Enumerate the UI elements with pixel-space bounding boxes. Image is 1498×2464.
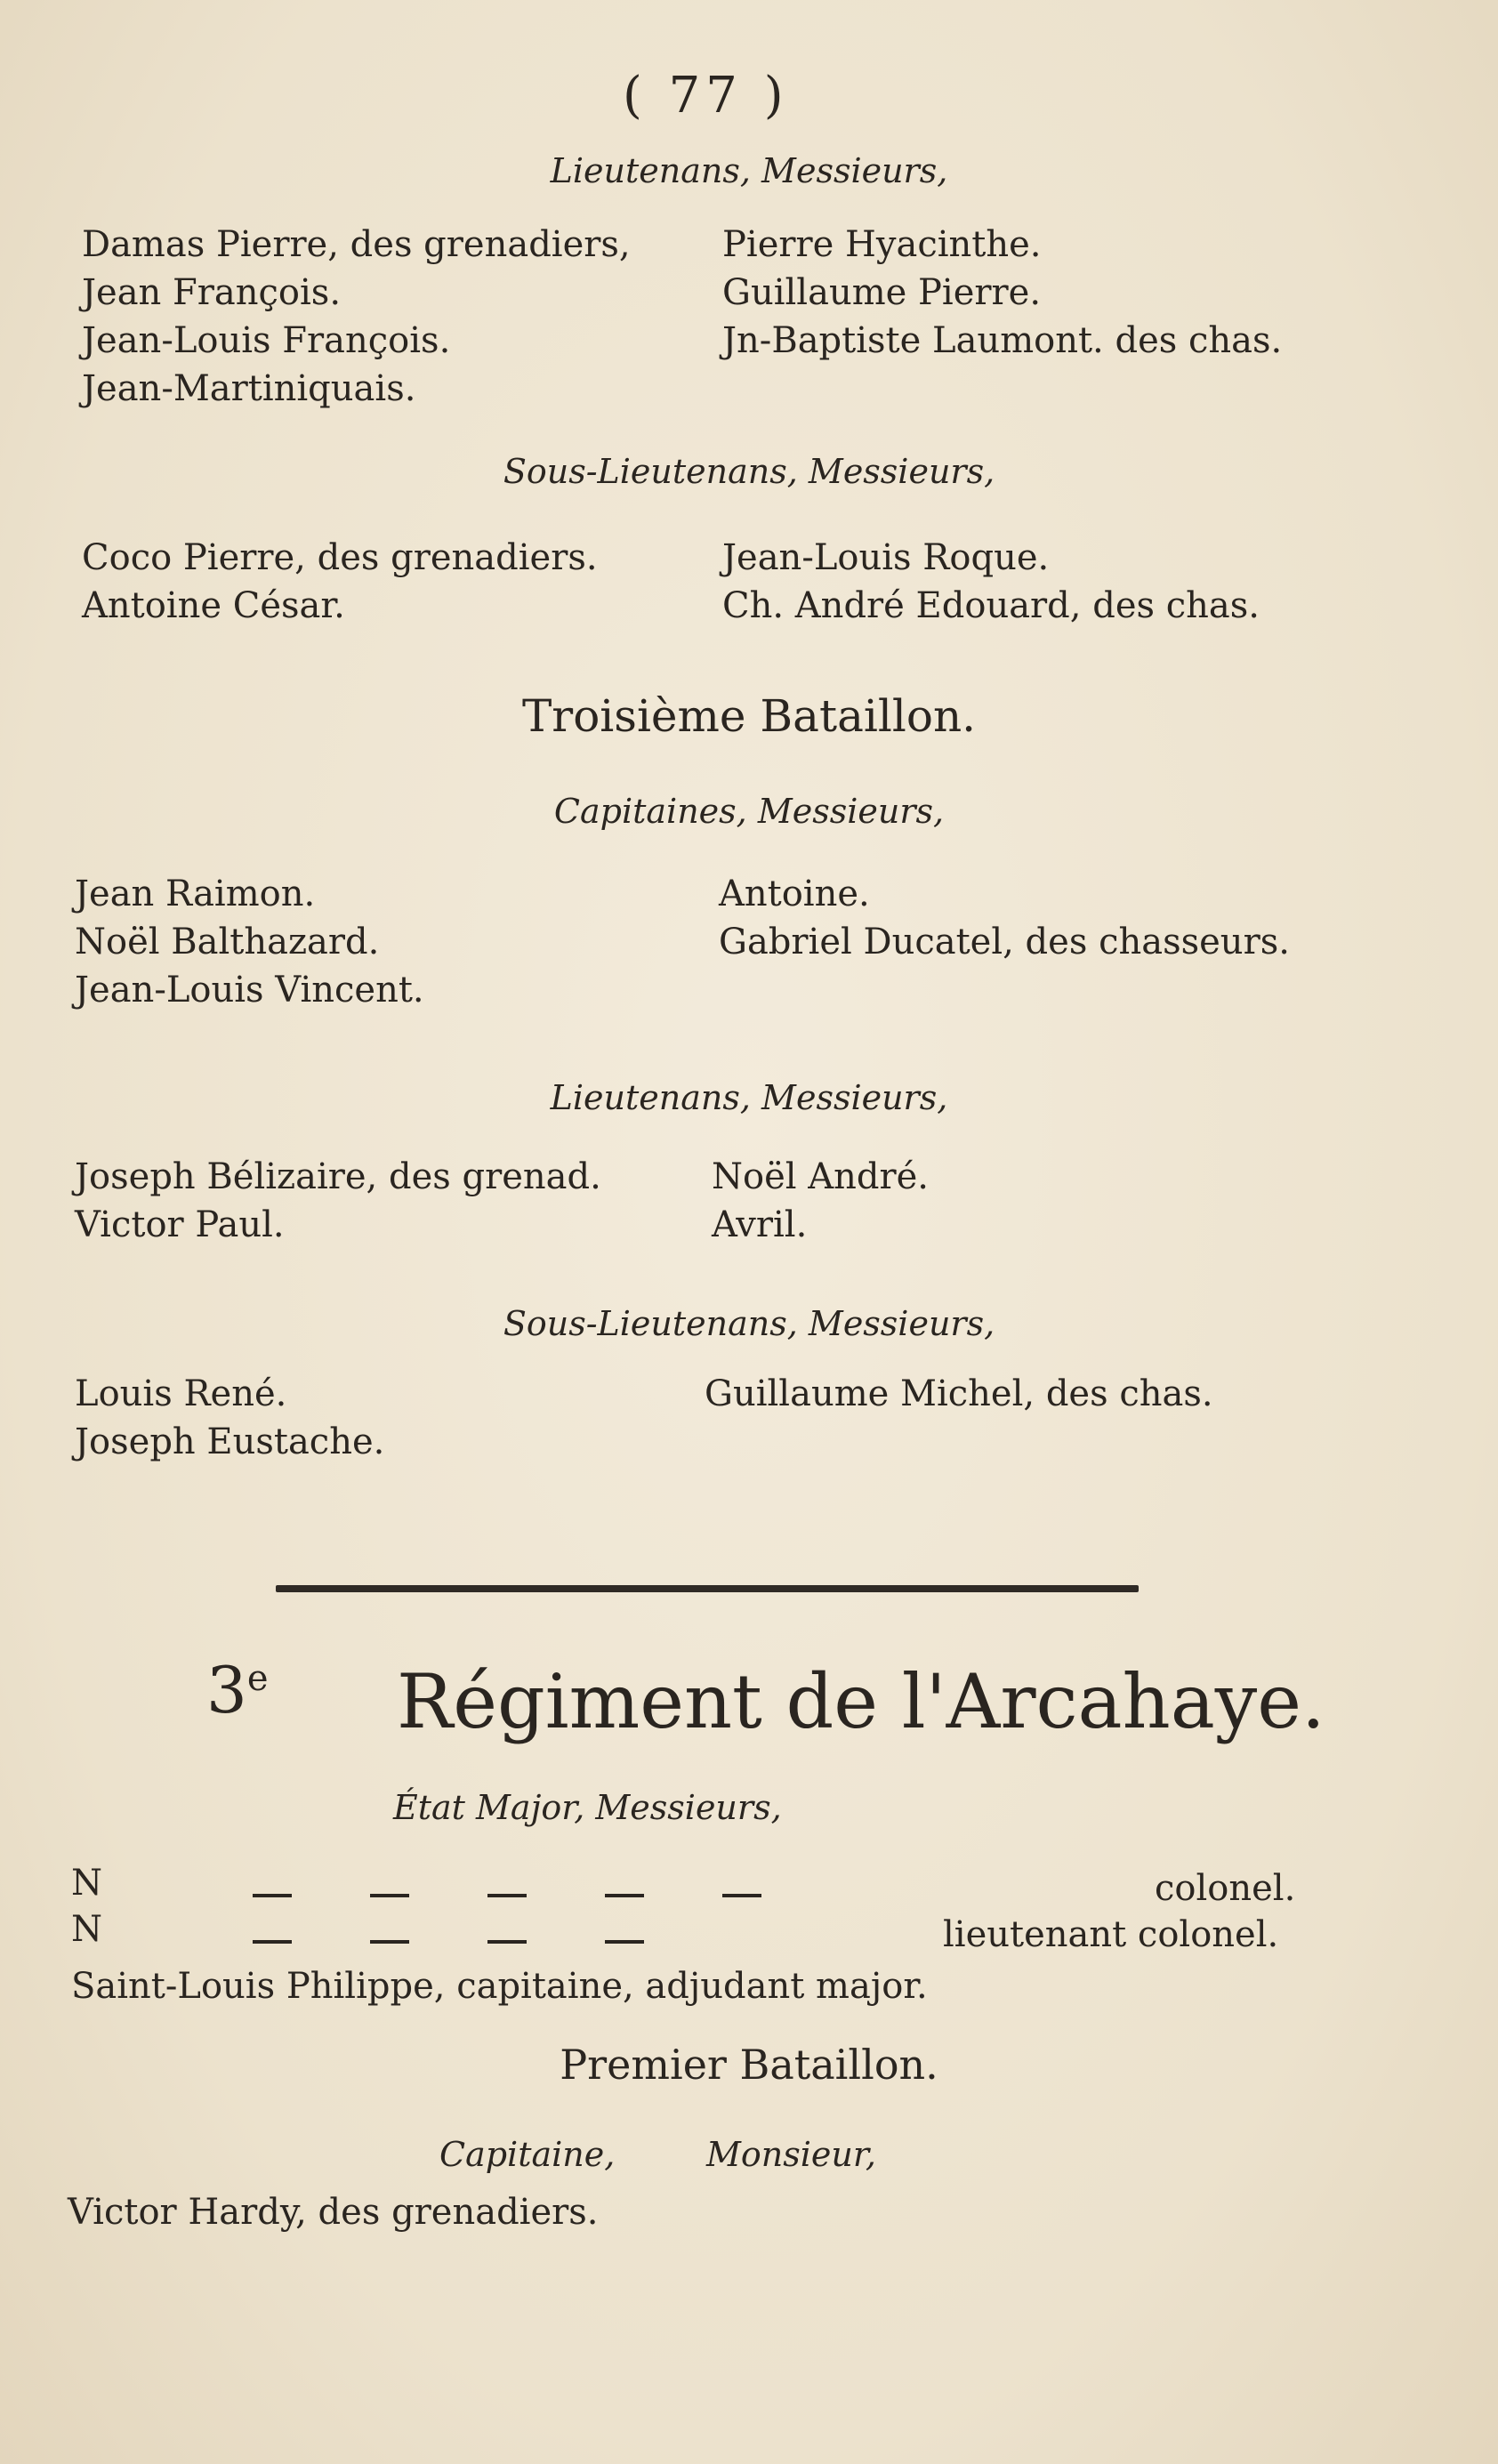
sous-lieutenants-header: Sous-Lieutenans, Messieurs, bbox=[503, 1304, 995, 1343]
dash-leader bbox=[213, 1932, 683, 1949]
lieutenants-header: Lieutenans, Messieurs, bbox=[550, 1078, 948, 1117]
list-item: Ch. André Edouard, des chas. bbox=[722, 585, 1260, 626]
dash bbox=[722, 1894, 761, 1897]
list-item: Gabriel Ducatel, des chasseurs. bbox=[719, 922, 1290, 962]
section-title: Troisième Bataillon. bbox=[521, 690, 977, 742]
list-item: Victor Paul. bbox=[75, 1204, 285, 1245]
list-item: Antoine César. bbox=[82, 585, 345, 626]
dash bbox=[487, 1940, 527, 1944]
dash bbox=[253, 1894, 292, 1897]
regiment-number-sup: e bbox=[246, 1658, 269, 1699]
regiment-title: Régiment de l'Arcahaye. bbox=[397, 1658, 1325, 1745]
list-item: Victor Hardy, des grenadiers. bbox=[68, 2192, 599, 2233]
list-item: Noël André. bbox=[712, 1156, 930, 1197]
section-divider bbox=[276, 1585, 1139, 1592]
list-item: Jean François. bbox=[82, 272, 342, 313]
list-item: Louis René. bbox=[75, 1373, 287, 1414]
list-item: Saint-Louis Philippe, capitaine, adjudant major. bbox=[71, 1966, 928, 2007]
list-item: Noël Balthazard. bbox=[75, 922, 380, 962]
list-item: Guillaume Pierre. bbox=[722, 272, 1042, 313]
dash-leader bbox=[213, 1886, 801, 1903]
dash bbox=[605, 1894, 644, 1897]
list-item: Joseph Eustache. bbox=[75, 1421, 385, 1462]
dash bbox=[605, 1940, 644, 1944]
row-name: N bbox=[71, 1909, 102, 1950]
list-item: Guillaume Michel, des chas. bbox=[705, 1373, 1213, 1414]
list-item: Jean Raimon. bbox=[75, 874, 316, 914]
dash bbox=[487, 1894, 527, 1897]
dash bbox=[370, 1894, 409, 1897]
list-item: Coco Pierre, des grenadiers. bbox=[82, 537, 598, 578]
dash bbox=[253, 1940, 292, 1944]
sous-lieutenants-header: Sous-Lieutenans, Messieurs, bbox=[503, 452, 995, 491]
page-number: ( 77 ) bbox=[623, 67, 789, 125]
list-item: Joseph Bélizaire, des grenad. bbox=[75, 1156, 601, 1197]
row-name: N bbox=[71, 1863, 102, 1904]
list-item: Jean-Louis Vincent. bbox=[75, 970, 424, 1011]
list-item: Damas Pierre, des grenadiers, bbox=[82, 224, 631, 265]
regiment-number bbox=[206, 1653, 268, 1727]
list-item: Avril. bbox=[712, 1204, 808, 1245]
regiment-number-text: 3 bbox=[206, 1653, 247, 1727]
capitaines-header: Capitaines, Messieurs, bbox=[553, 792, 945, 831]
list-item: Jn-Baptiste Laumont. des chas. bbox=[722, 320, 1283, 361]
section-title: Premier Bataillon. bbox=[560, 2041, 938, 2089]
list-item: Pierre Hyacinthe. bbox=[722, 224, 1042, 265]
lieutenants-header: Lieutenans, Messieurs, bbox=[550, 151, 948, 190]
dash bbox=[370, 1940, 409, 1944]
etat-major-header: État Major, Messieurs, bbox=[393, 1788, 782, 1827]
role-colonel: colonel. bbox=[1155, 1868, 1296, 1909]
list-item: Jean-Louis François. bbox=[82, 320, 451, 361]
list-item: Jean-Martiniquais. bbox=[82, 368, 416, 409]
list-item: Jean-Louis Roque. bbox=[722, 537, 1050, 578]
list-item: Antoine. bbox=[719, 874, 870, 914]
role-lieutenant-colonel: lieutenant colonel. bbox=[943, 1914, 1279, 1955]
monsieur-header: Monsieur, bbox=[706, 2135, 876, 2174]
capitaine-header: Capitaine, bbox=[439, 2135, 616, 2174]
